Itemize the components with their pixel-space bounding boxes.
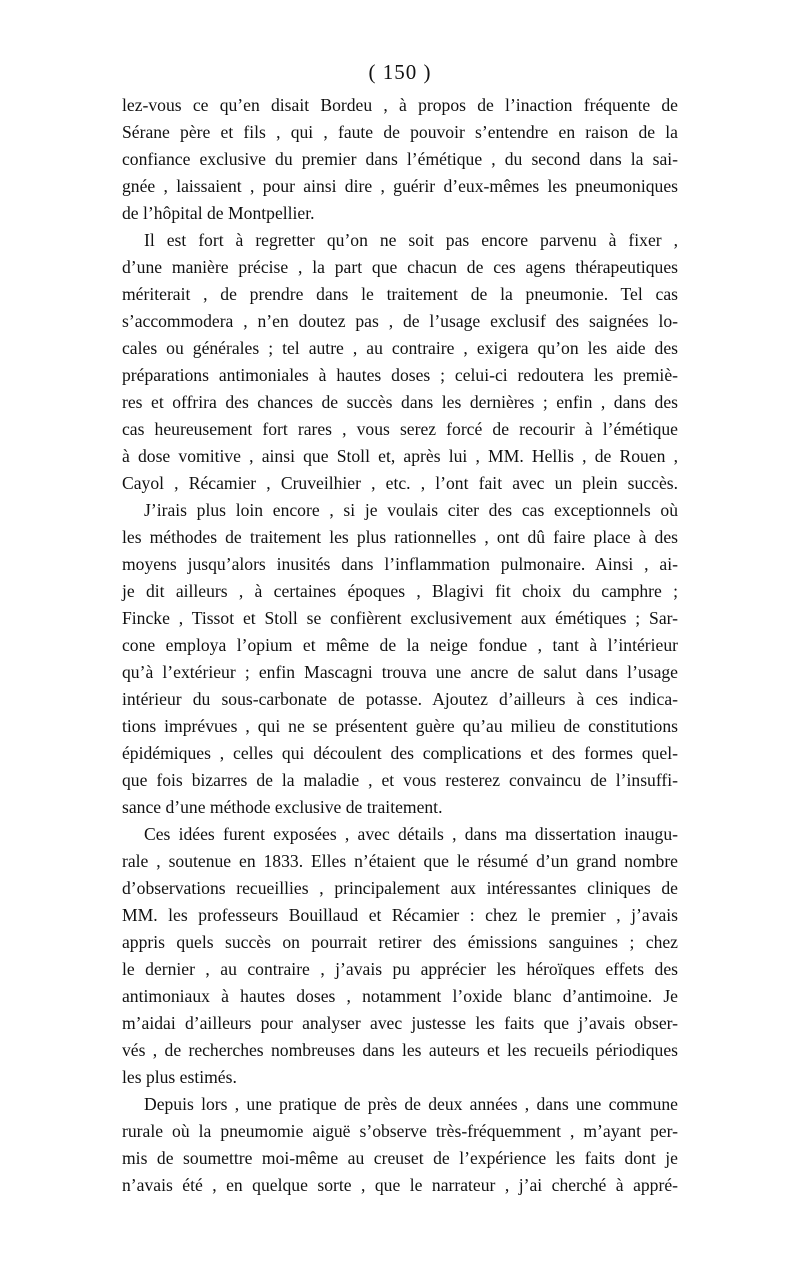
text-line: les plus estimés. [122, 1067, 237, 1087]
text-line: n’avais été , en quelque sorte , que le narrateur , j’ai cherché à appré- [122, 1175, 678, 1195]
text-line: rurale où la pneumomie aiguë s’observe très-fréquemment , m’ayant per- [122, 1121, 678, 1141]
paragraph-2 [122, 227, 678, 497]
text-line: je dit ailleurs , à certaines époques , Blagivi fit choix du camphre ; [122, 581, 678, 601]
text-line: antimoniaux à hautes doses , notamment l’oxide blanc d’antimoine. Je [122, 986, 678, 1006]
text-line: tions imprévues , qui ne se présentent guère qu’au milieu de constitutions [122, 716, 678, 736]
paragraph-1 [122, 92, 678, 227]
text-line: Sérane père et fils , qui , faute de pouvoir s’entendre en raison de la [122, 122, 678, 142]
text-line: Ces idées furent exposées , avec détails , dans ma dissertation inaugu- [144, 824, 678, 844]
text-line: rale , soutenue en 1833. Elles n’étaient que le résumé d’un grand nombre [122, 851, 678, 871]
text-line: cas heureusement fort rares , vous serez forcé de recourir à l’émétique [122, 419, 678, 439]
text-line: intérieur du sous-carbonate de potasse. Ajoutez d’ailleurs à ces indica- [122, 689, 678, 709]
paragraph-3 [122, 497, 678, 821]
text-line: mériterait , de prendre dans le traitement de la pneumonie. Tel cas [122, 284, 678, 304]
page-number: ( 150 ) [368, 60, 432, 84]
text-line: qu’à l’extérieur ; enfin Mascagni trouva une ancre de salut dans l’usage [122, 662, 678, 682]
text-line: res et offrira des chances de succès dans les dernières ; enfin , dans des [122, 392, 678, 412]
text-line: J’irais plus loin encore , si je voulais citer des cas exceptionnels où [144, 500, 678, 520]
text-line: le dernier , au contraire , j’avais pu apprécier les héroïques effets des [122, 959, 678, 979]
text-line: préparations antimoniales à hautes doses ; celui-ci redoutera les premiè- [122, 365, 678, 385]
text-line: confiance exclusive du premier dans l’émétique , du second dans la sai- [122, 149, 678, 169]
text-line: cone employa l’opium et même de la neige fondue , tant à l’intérieur [122, 635, 678, 655]
text-line: appris quels succès on pourrait retirer des émissions sanguines ; chez [122, 932, 678, 952]
text-line: moyens jusqu’alors inusités dans l’inflammation pulmonaire. Ainsi , ai- [122, 554, 678, 574]
text-line: lez-vous ce qu’en disait Bordeu , à propos de l’inaction fréquente de [122, 95, 678, 115]
text-line: d’une manière précise , la part que chacun de ces agens thérapeutiques [122, 257, 678, 277]
text-line: s’accommodera , n’en doutez pas , de l’usage exclusif des saignées lo- [122, 311, 678, 331]
text-line: MM. les professeurs Bouillaud et Récamier : chez le premier , j’avais [122, 905, 678, 925]
paragraph-4 [122, 821, 678, 1091]
text-line: Depuis lors , une pratique de près de deux années , dans une commune [144, 1094, 678, 1114]
text-line: Fincke , Tissot et Stoll se confièrent exclusivement aux émétiques ; Sar- [122, 608, 678, 628]
text-line: d’observations recueillies , principalement aux intéressantes cliniques de [122, 878, 678, 898]
text-line: gnée , laissaient , pour ainsi dire , guérir d’eux-mêmes les pneumoniques [122, 176, 678, 196]
text-line: cales ou générales ; tel autre , au contraire , exigera qu’on les aide des [122, 338, 678, 358]
text-line: sance d’une méthode exclusive de traitement. [122, 797, 443, 817]
text-line: que fois bizarres de la maladie , et vous resterez convaincu de l’insuffi- [122, 770, 678, 790]
text-line: m’aidai d’ailleurs pour analyser avec justesse les faits que j’avais obser- [122, 1013, 678, 1033]
text-line: Cayol , Récamier , Cruveilhier , etc. , l’ont fait avec un plein succès. [122, 473, 678, 493]
text-line: mis de soumettre moi-même au creuset de l’expérience les faits dont je [122, 1148, 678, 1168]
text-line: les méthodes de traitement les plus rationnelles , ont dû faire place à des [122, 527, 678, 547]
text-line: épidémiques , celles qui découlent des complications et des formes quel- [122, 743, 678, 763]
paragraph-5 [122, 1091, 678, 1199]
body-text [122, 92, 678, 1199]
text-line: de l’hôpital de Montpellier. [122, 203, 315, 223]
text-line: à dose vomitive , ainsi que Stoll et, après lui , MM. Hellis , de Rouen , [122, 446, 678, 466]
text-line: vés , de recherches nombreuses dans les auteurs et les recueils périodiques [122, 1040, 678, 1060]
text-line: Il est fort à regretter qu’on ne soit pas encore parvenu à fixer , [144, 230, 678, 250]
